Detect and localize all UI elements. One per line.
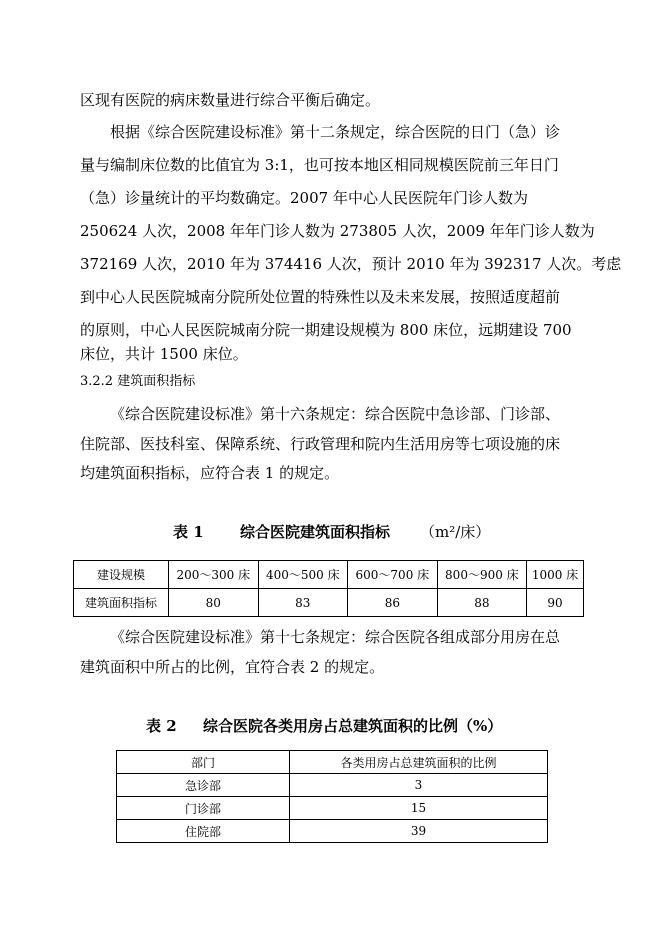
table-row bbox=[74, 589, 584, 617]
table-cell: 门诊部 bbox=[117, 797, 290, 820]
table2-caption-title: 综合医院各类用房占总建筑面积的比例（%） bbox=[203, 717, 503, 735]
paragraph-line: （急）诊量统计的平均数确定。2007 年中心人民医院年门诊人数为 bbox=[80, 189, 528, 207]
table-cell: 88 bbox=[437, 589, 527, 617]
paragraph-line: 床位，共计 1500 床位。 bbox=[80, 345, 248, 363]
table1-caption-label: 表 1 bbox=[173, 523, 204, 541]
paragraph-line: 《综合医院建设标准》第十七条规定：综合医院各组成部分用房在总 bbox=[110, 628, 561, 646]
table-cell: 各类用房占总建筑面积的比例 bbox=[290, 751, 548, 774]
paragraph-line: 的原则，中心人民医院城南分院一期建设规模为 800 床位，远期建设 700 bbox=[80, 321, 572, 339]
table-cell: 39 bbox=[290, 820, 548, 843]
table-row bbox=[117, 797, 548, 820]
paragraph-line: 根据《综合医院建设标准》第十二条规定，综合医院的日门（急）诊 bbox=[110, 123, 561, 141]
paragraph-line: 均建筑面积指标，应符合表 1 的规定。 bbox=[80, 464, 340, 482]
table-cell: 600～700 床 bbox=[348, 561, 438, 589]
table-cell: 86 bbox=[348, 589, 438, 617]
table1-caption-title: 综合医院建筑面积指标 bbox=[240, 523, 391, 541]
table2-caption-label: 表 2 bbox=[146, 717, 177, 735]
table-cell: 800～900 床 bbox=[437, 561, 527, 589]
table-cell: 83 bbox=[258, 589, 348, 617]
paragraph-line: 区现有医院的病床数量进行综合平衡后确定。 bbox=[80, 91, 381, 109]
table-row bbox=[74, 561, 584, 589]
table-cell: 3 bbox=[290, 774, 548, 797]
table-cell: 400～500 床 bbox=[258, 561, 348, 589]
table-row bbox=[117, 774, 548, 797]
table2 bbox=[116, 750, 548, 843]
paragraph-line: 《综合医院建设标准》第十六条规定：综合医院中急诊部、门诊部、 bbox=[110, 405, 561, 423]
paragraph-line: 建筑面积中所占的比例，宜符合表 2 的规定。 bbox=[80, 658, 385, 676]
table-cell: 住院部 bbox=[117, 820, 290, 843]
table-cell: 建筑面积指标 bbox=[74, 589, 169, 617]
table-cell: 部门 bbox=[117, 751, 290, 774]
table-row bbox=[117, 751, 548, 774]
paragraph-line: 量与编制床位数的比值宜为 3:1，也可按本地区相同规模医院前三年日门 bbox=[80, 156, 559, 174]
table1 bbox=[73, 560, 584, 617]
table-row bbox=[117, 820, 548, 843]
table-cell: 90 bbox=[527, 589, 584, 617]
table-cell: 建设规模 bbox=[74, 561, 169, 589]
paragraph-line: 到中心人民医院城南分院所处位置的特殊性以及未来发展，按照适度超前 bbox=[80, 288, 561, 306]
table-cell: 200～300 床 bbox=[169, 561, 259, 589]
paragraph-line: 372169 人次，2010 年为 374416 人次，预计 2010 年为 392317 人次。考虑 bbox=[80, 255, 622, 273]
paragraph-line: 250624 人次，2008 年年门诊人数为 273805 人次，2009 年年门诊人数为 bbox=[80, 222, 595, 240]
table-cell: 15 bbox=[290, 797, 548, 820]
paragraph-line: 住院部、医技科室、保障系统、行政管理和院内生活用房等七项设施的床 bbox=[80, 435, 561, 453]
table-cell: 1000 床 bbox=[527, 561, 584, 589]
section-heading: 3.2.2 建筑面积指标 bbox=[80, 374, 196, 389]
table-cell: 80 bbox=[169, 589, 259, 617]
table1-caption-unit: （m²/床） bbox=[420, 523, 491, 541]
table-cell: 急诊部 bbox=[117, 774, 290, 797]
